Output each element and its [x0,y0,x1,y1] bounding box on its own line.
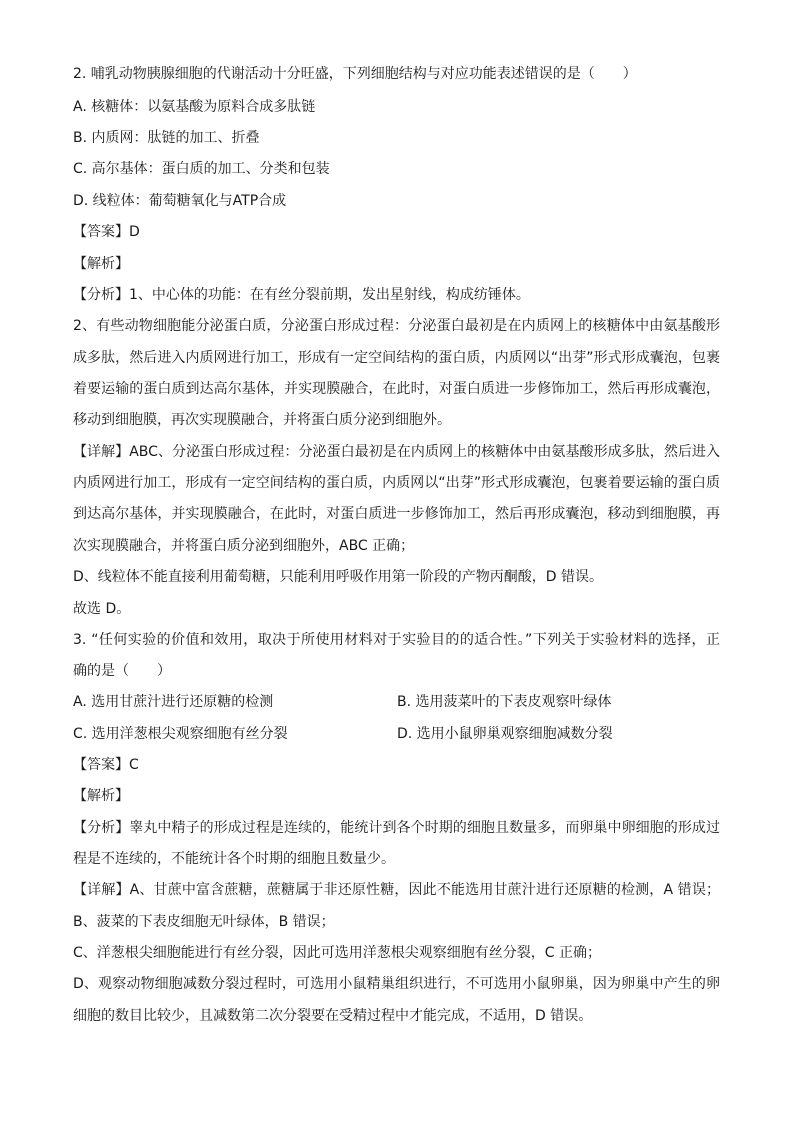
q2-answer: 【答案】D [73,224,140,240]
q3-option-d: D. 选用小鼠卵巢观察细胞减数分裂 [397,726,613,742]
q3-detail-line: 【详解】A、甘蔗中富含蔗糖，蔗糖属于非还原性糖，因此不能选用甘蔗汁进行还原糖的检测，A 错误； [73,882,720,898]
q2-stem: 2. 哺乳动物胰腺细胞的代谢活动十分旺盛，下列细胞结构与对应功能表述错误的是（ ） [73,66,637,82]
q2-detail-line: 内质网进行加工，形成有一定空间结构的蛋白质，内质网以“出芽”形式形成囊泡，包裹着要运输的蛋白质 [73,475,720,491]
q3-analysis-title: 【解析】 [73,788,129,804]
q2-conclusion: 故选 D。 [73,601,131,617]
q3-option-b: B. 选用菠菜叶的下表皮观察叶绿体 [397,694,612,710]
q2-detail-line: 到达高尔基体，并实现膜融合，在此时，对蛋白质进一步修饰加工，然后再形成囊泡，移动到细胞膜，再 [73,506,720,522]
q3-analysis-line: 程是不连续的，不能统计各个时期的细胞且数量少。 [73,851,395,867]
q2-analysis-line: 成多肽，然后进入内质网进行加工，形成有一定空间结构的蛋白质，内质网以“出芽”形式形成囊泡，包裹 [73,350,720,366]
q2-analysis-line: 2、有些动物细胞能分泌蛋白质，分泌蛋白形成过程：分泌蛋白最初是在内质网上的核糖体中由氨基酸形 [73,318,720,334]
q3-detail-line: B、菠菜的下表皮细胞无叶绿体，B 错误； [73,914,335,930]
q2-analysis-line: 【分析】1、中心体的功能：在有丝分裂前期，发出星射线，构成纺锤体。 [73,287,530,303]
q3-option-c: C. 选用洋葱根尖观察细胞有丝分裂 [73,726,288,742]
q2-analysis-title: 【解析】 [73,256,129,272]
q3-detail-line: C、洋葱根尖细胞能进行有丝分裂，因此可选用洋葱根尖观察细胞有丝分裂，C 正确； [73,945,601,961]
q2-option-d: D. 线粒体：葡萄糖氧化与ATP合成 [73,193,287,209]
q2-analysis-line: 移动到细胞膜，再次实现膜融合，并将蛋白质分泌到细胞外。 [73,412,451,428]
q3-stem: 3. “任何实验的价值和效用，取决于所使用材料对于实验目的的适合性。”下列关于实验材料的选择，正 [73,632,720,648]
q2-detail-line: D、线粒体不能直接利用葡萄糖，只能利用呼吸作用第一阶段的产物丙酮酸，D 错误。 [73,569,604,585]
q2-option-a: A. 核糖体：以氨基酸为原料合成多肽链 [73,99,316,115]
q3-analysis-line: 【分析】睾丸中精子的形成过程是连续的，能统计到各个时期的细胞且数量多，而卵巢中卵细胞的形成过 [73,820,720,836]
q3-option-a: A. 选用甘蔗汁进行还原糖的检测 [73,694,274,710]
q3-answer: 【答案】C [73,757,139,773]
q2-analysis-line: 着要运输的蛋白质到达高尔基体，并实现膜融合，在此时，对蛋白质进一步修饰加工，然后再形成囊泡， [73,381,720,397]
q3-detail-line: 细胞的数目比较少，且减数第二次分裂要在受精过程中才能完成，不适用，D 错误。 [73,1008,593,1024]
q2-option-b: B. 内质网：肽链的加工、折叠 [73,130,260,146]
q2-detail-line: 【详解】ABC、分泌蛋白形成过程：分泌蛋白最初是在内质网上的核糖体中由氨基酸形成多肽，然后进入 [73,444,720,460]
q2-detail-line: 次实现膜融合，并将蛋白质分泌到细胞外，ABC 正确； [73,538,415,554]
q3-stem: 确的是（ ） [73,663,171,679]
q3-detail-line: D、观察动物细胞减数分裂过程时，可选用小鼠精巢组织进行，不可选用小鼠卵巢，因为卵巢中产生的卵 [73,976,720,992]
q2-option-c: C. 高尔基体：蛋白质的加工、分类和包装 [73,161,330,177]
